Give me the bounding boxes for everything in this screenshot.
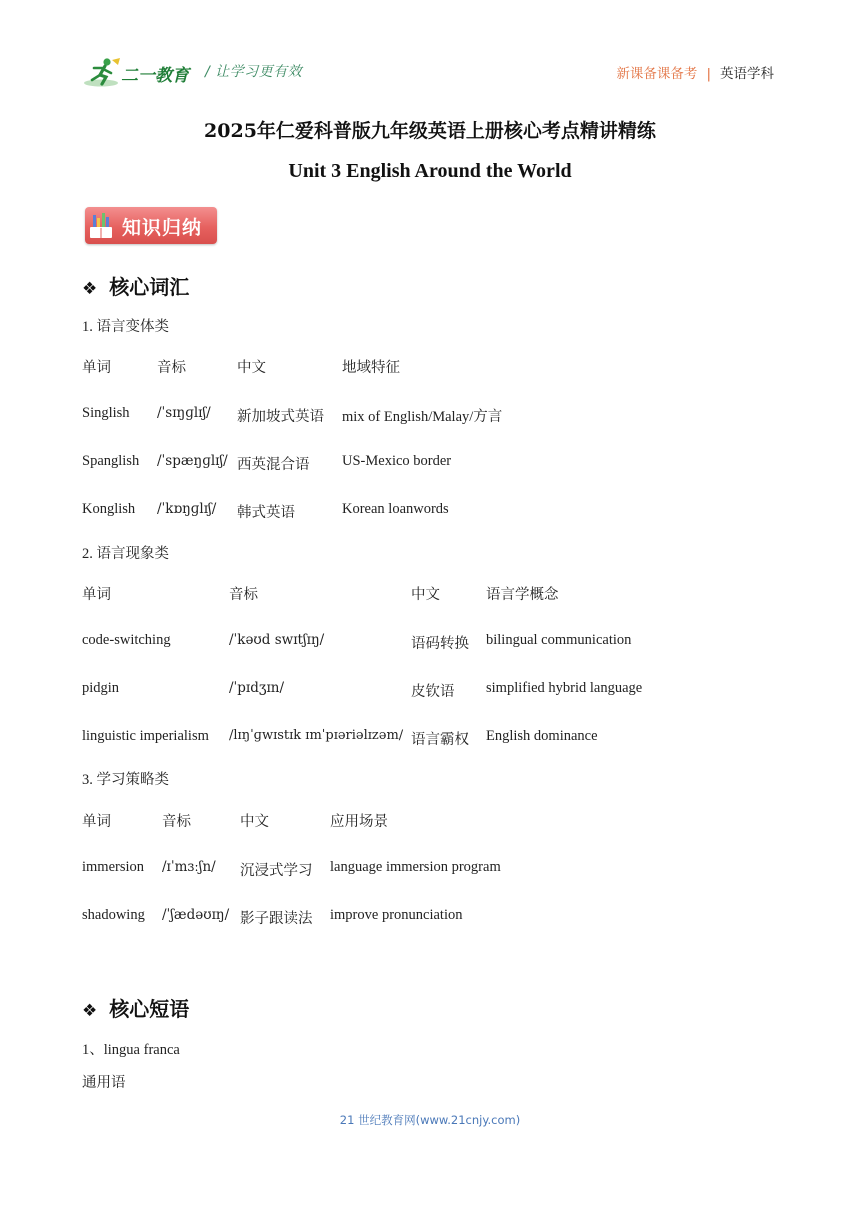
word-cell: Singlish (82, 405, 130, 421)
header-cell: 语言学概念 (486, 587, 559, 603)
concept-cell: English dominance (486, 728, 598, 744)
section-title: 核心短语 (109, 997, 190, 1021)
chinese-cell: 语言霸权 (411, 732, 469, 748)
chinese-cell: 沉浸式学习 (240, 863, 313, 879)
word-cell: code-switching (82, 632, 171, 648)
document-subtitle: Unit 3 English Around the World (288, 160, 572, 182)
phonetic-cell: /ɪˈmɜːʃn/ (162, 859, 216, 875)
slogan: / 让学习更有效 (205, 64, 303, 80)
group-label: 1. 语言变体类 (82, 319, 169, 335)
header-label: 新课备课备考 (616, 66, 698, 82)
phonetic-cell: /lɪŋˈɡwɪstɪk ɪmˈpɪəriəlɪzəm/ (229, 728, 404, 743)
header-right (616, 62, 774, 82)
svg-text:二一教育: 二一教育 (121, 66, 189, 86)
phonetic-cell: /ˈsɪŋɡlɪʃ/ (157, 405, 211, 421)
diamond-bullet-icon: ❖ (82, 1001, 98, 1021)
phonetic-cell: /ˈpɪdʒɪn/ (229, 680, 285, 696)
header-cell: 音标 (229, 587, 258, 603)
diamond-bullet-icon: ❖ (82, 279, 98, 299)
feature-cell: Korean loanwords (342, 501, 449, 517)
group-label: 3. 学习策略类 (82, 772, 169, 788)
header-separator: | (706, 66, 711, 82)
header-cell: 应用场景 (330, 814, 388, 830)
chinese-cell: 影子跟读法 (240, 911, 313, 927)
chinese-cell: 西英混合语 (237, 457, 310, 473)
knowledge-summary-badge (85, 207, 217, 244)
phrase-meaning: 通用语 (82, 1075, 126, 1091)
header-cell: 音标 (157, 360, 186, 376)
chinese-cell: 韩式英语 (237, 505, 295, 521)
header-cell: 单词 (82, 587, 111, 603)
header-cell: 中文 (411, 587, 440, 603)
header-cell: 地域特征 (342, 360, 400, 376)
phonetic-cell: /ˈʃædəʊɪŋ/ (162, 907, 230, 923)
phonetic-cell: /ˈkɒŋɡlɪʃ/ (157, 501, 217, 517)
header-cell: 单词 (82, 814, 111, 830)
group-label: 2. 语言现象类 (82, 546, 169, 562)
header-subject: 英语学科 (720, 66, 774, 82)
section-heading-vocab (82, 271, 189, 300)
section-heading-phrases (82, 993, 189, 1022)
header-cell: 单词 (82, 360, 111, 376)
word-cell: immersion (82, 859, 145, 875)
phonetic-cell: /ˈspæŋɡlɪʃ/ (157, 453, 228, 469)
feature-cell: US-Mexico border (342, 453, 452, 469)
badge-label: 知识归纳 (122, 217, 203, 239)
concept-cell: simplified hybrid language (486, 680, 643, 696)
chinese-cell: 语码转换 (411, 636, 469, 652)
word-cell: Spanglish (82, 453, 140, 469)
document-title: 2025年仁爱科普版九年级英语上册核心考点精讲精练 (204, 120, 656, 142)
scenario-cell: improve pronunciation (330, 907, 463, 923)
feature-cell: mix of English/Malay/方言 (342, 409, 503, 425)
scenario-cell: language immersion program (330, 859, 501, 875)
word-cell: pidgin (82, 680, 120, 696)
book-icon (89, 212, 113, 239)
header-cell: 中文 (240, 814, 269, 830)
phonetic-cell: /ˈkəʊd swɪtʃɪŋ/ (229, 632, 325, 648)
word-cell: Konglish (82, 501, 136, 517)
chinese-cell: 皮钦语 (411, 684, 455, 700)
phrase-item: 1、lingua franca (82, 1042, 180, 1058)
header-cell: 音标 (162, 814, 191, 830)
chinese-cell: 新加坡式英语 (237, 409, 324, 425)
word-cell: linguistic imperialism (82, 728, 209, 744)
concept-cell: bilingual communication (486, 632, 632, 648)
word-cell: shadowing (82, 907, 145, 923)
section-title: 核心词汇 (109, 275, 190, 299)
page-footer: 21 世纪教育网(www.21cnjy.com) (339, 1113, 521, 1127)
logo (84, 56, 194, 90)
header-cell: 中文 (237, 360, 266, 376)
